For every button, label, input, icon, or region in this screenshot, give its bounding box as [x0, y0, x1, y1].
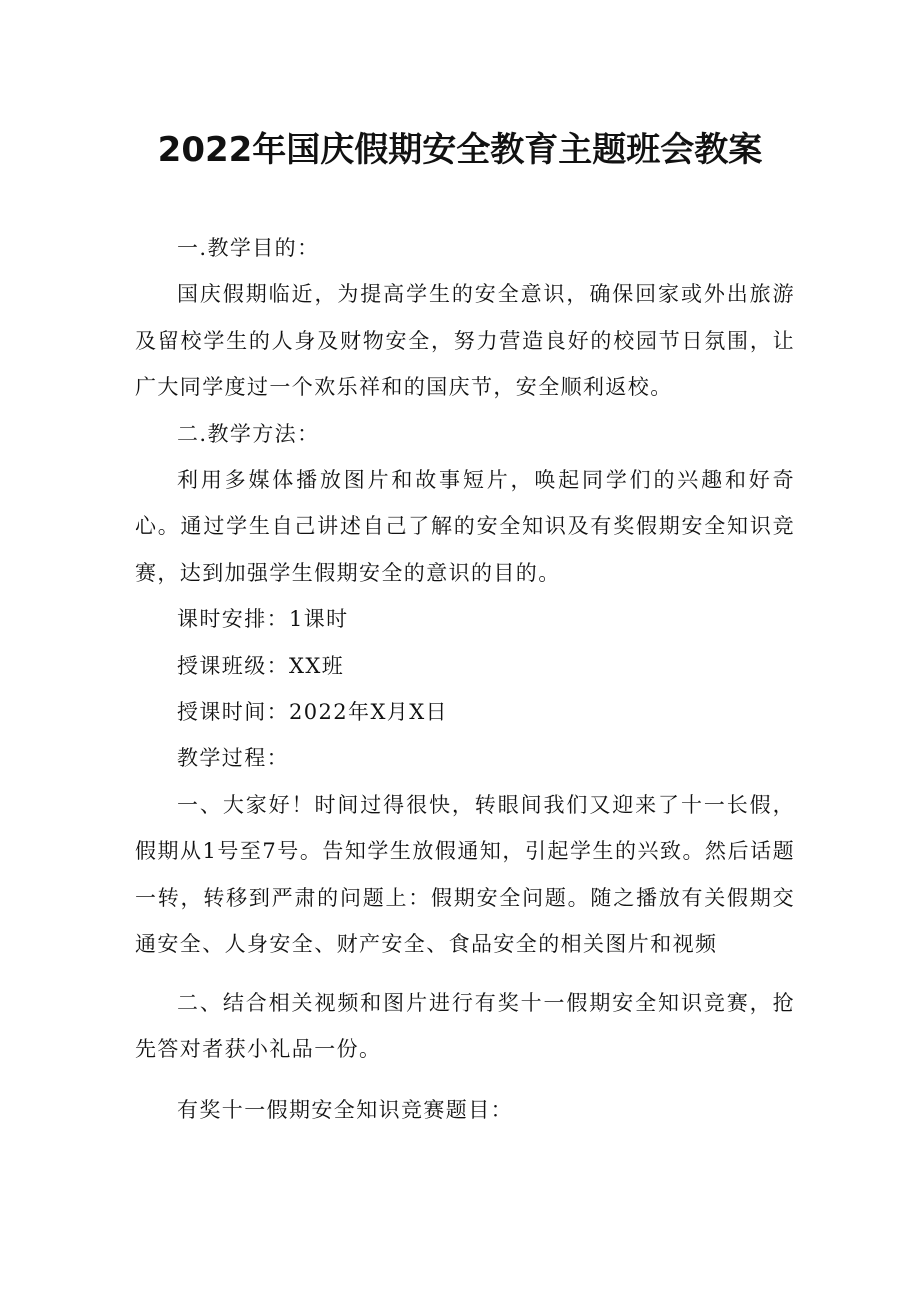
section-heading-teaching-goal: 一.教学目的：: [177, 236, 320, 260]
document-body: [135, 225, 795, 1134]
section-heading-teaching-process: 教学过程：: [177, 746, 289, 771]
paragraph-teaching-goal: 国庆假期临近，为提高学生的安全意识，确保回家或外出旅游及留校学生的人身及财物安全，努力营造良好的校园节日氛围，让广大同学度过一个欢乐祥和的国庆节，安全顺利返校。: [135, 282, 795, 400]
class-hours-line: 课时安排：1课时: [177, 607, 349, 632]
class-name-line: 授课班级：XX班: [177, 653, 345, 678]
paragraph-process-step-2: 二、结合相关视频和图片进行有奖十一假期安全知识竞赛，抢先答对者获小礼品一份。: [135, 990, 795, 1061]
paragraph-teaching-method: 利用多媒体播放图片和故事短片，唤起同学们的兴趣和好奇心。通过学生自己讲述自己了解的安全知识及有奖假期安全知识竞赛，达到加强学生假期安全的意识的目的。: [135, 468, 795, 585]
paragraph-process-step-1: 一、大家好！时间过得很快，转眼间我们又迎来了十一长假，假期从1号至7号。告知学生放假通知，引起学生的兴致。然后话题一转，转移到严肃的问题上：假期安全问题。随之播放有关假期交通安全、人身安全、财产安全、食品安全的相关图片和视频: [135, 792, 795, 957]
paragraph-spacer: [135, 1072, 795, 1087]
document-title: 2022年国庆假期安全教育主题班会教案: [157, 130, 763, 170]
class-date-line: 授课时间：2022年X月X日: [177, 700, 448, 725]
section-heading-teaching-method: 二.教学方法：: [177, 421, 320, 446]
paragraph-spacer: [135, 968, 795, 980]
paragraph-quiz-heading: 有奖十一假期安全知识竞赛题目：: [177, 1098, 513, 1123]
